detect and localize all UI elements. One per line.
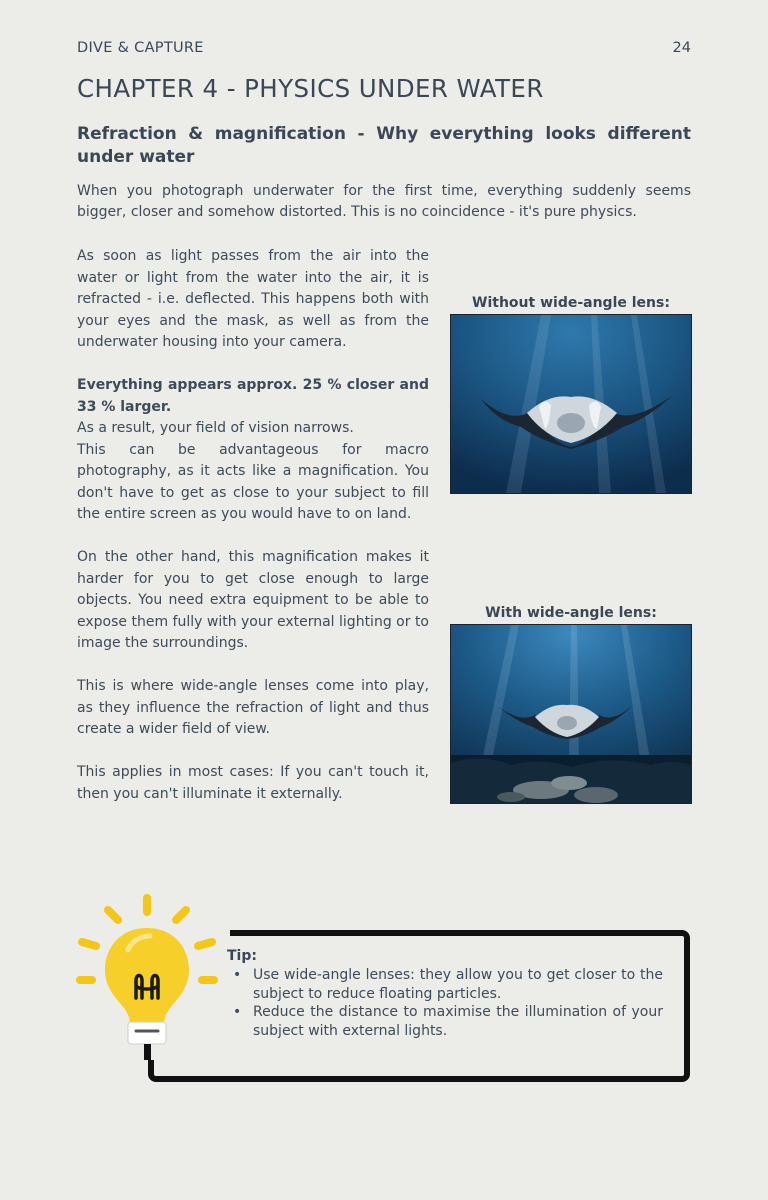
- body-text: This can be advantageous for macro photography, as it acts like a magnification. You don't have to get as close to your subject to fill the entire screen as you would have to on land.: [77, 441, 429, 522]
- body-paragraph: As soon as light passes from the air into the water or light from the water into the air, it is refracted - i.e. deflected. This happens both with your eyes and the mask, as well as from the underwater housing into your camera.: [77, 248, 429, 350]
- page-number: 24: [672, 40, 691, 56]
- tip-item: • Use wide-angle lenses: they allow you to get closer to the subject to reduce floating particles.: [227, 966, 663, 1003]
- manta-ray-photo-with-wide-angle: [450, 624, 692, 804]
- intro-paragraph: When you photograph underwater for the first time, everything suddenly seems bigger, closer and somehow distorted. This is no coincidence - it's pure physics.: [77, 183, 691, 220]
- tip-list: [227, 966, 663, 1040]
- manta-ray-photo-without-wide-angle: [450, 314, 692, 494]
- emphasis-text: Everything appears approx. 25 % closer and 33 % larger.: [77, 377, 429, 415]
- tip-title: Tip:: [227, 948, 257, 964]
- section-title: Refraction & magnification - Why everything looks different under water: [77, 124, 691, 167]
- body-paragraph: This is where wide-angle lenses come into play, as they influence the refraction of light and thus create a wider field of view.: [77, 678, 429, 737]
- figure-caption-without-wide-angle: Without wide-angle lens:: [472, 295, 670, 311]
- body-column: [77, 246, 429, 827]
- chapter-title: CHAPTER 4 - PHYSICS UNDER WATER: [77, 74, 544, 103]
- running-header-title: DIVE & CAPTURE: [77, 40, 204, 56]
- tip-item: • Reduce the distance to maximise the illumination of your subject with external lights.: [227, 1003, 663, 1040]
- body-paragraph: On the other hand, this magnification makes it harder for you to get close enough to large objects. You need extra equipment to be able to expose them fully with your external lighting or to image the surroundings.: [77, 549, 429, 651]
- body-paragraph: [77, 375, 429, 526]
- body-text: As a result, your field of vision narrows.: [77, 420, 354, 436]
- figure-caption-with-wide-angle: With wide-angle lens:: [485, 605, 657, 621]
- lightbulb-icon: [70, 890, 230, 1060]
- body-paragraph: This applies in most cases: If you can't touch it, then you can't illuminate it externally.: [77, 764, 429, 802]
